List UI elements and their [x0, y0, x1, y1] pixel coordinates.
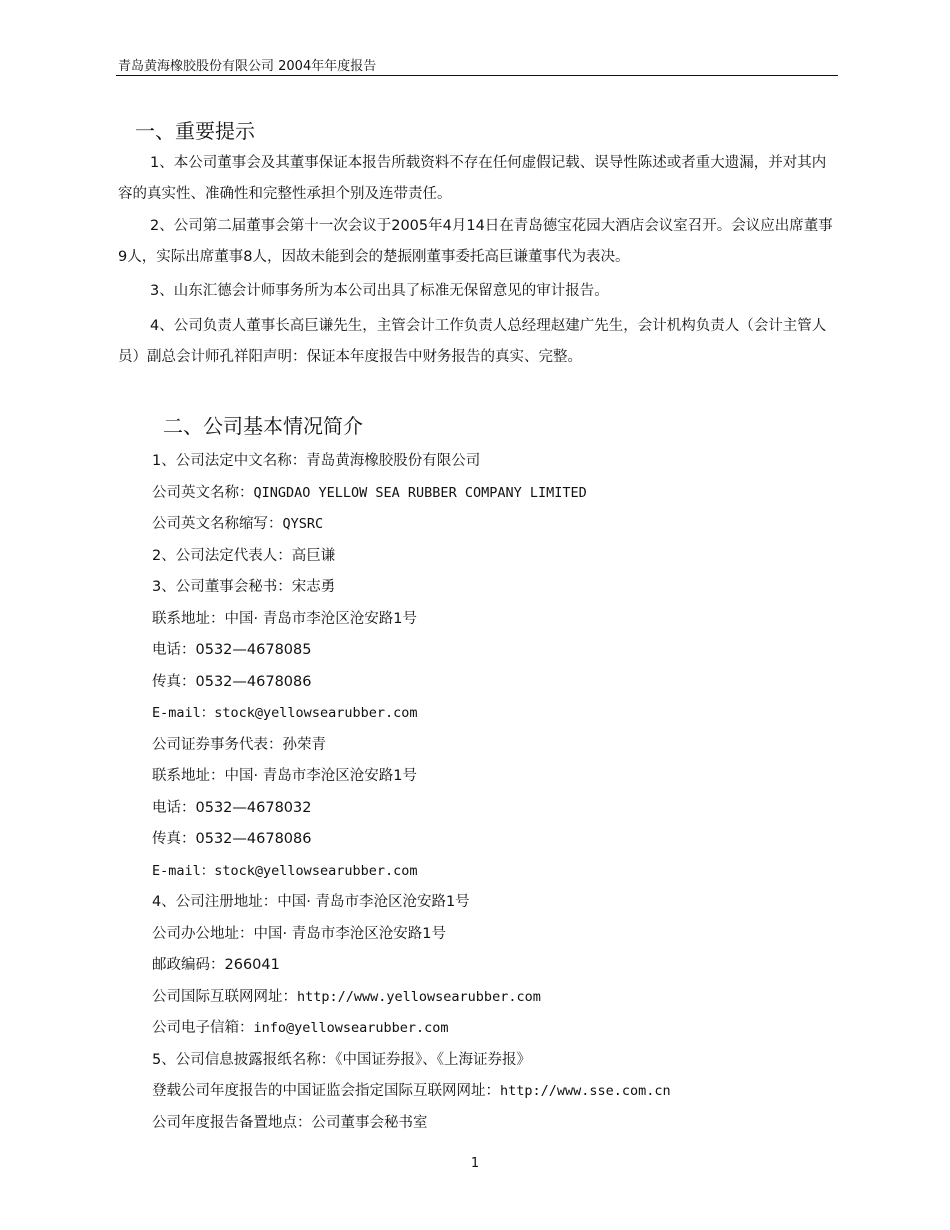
info-item-legal-rep	[152, 541, 671, 573]
notice-paragraph: 3、山东汇德会计师事务所为本公司出具了标准无保留意见的审计报告。	[150, 283, 609, 299]
info-label: 1、公司法定中文名称：	[152, 453, 307, 469]
info-label: 传真：	[152, 673, 196, 690]
info-label: 电话：	[152, 642, 196, 658]
info-item-newspapers	[152, 1045, 671, 1077]
info-item-fax	[152, 824, 671, 856]
info-label: 公司年度报告备置地点：	[152, 1114, 312, 1131]
info-value: 中国· 青岛市李沧区沧安路1号	[224, 768, 417, 784]
info-label: 联系地址：	[152, 610, 225, 627]
info-item-phone	[152, 635, 671, 667]
email-link[interactable]: stock@yellowsearubber.com	[214, 862, 418, 879]
info-item-company-email	[152, 1013, 671, 1045]
info-value: 266041	[224, 957, 280, 973]
info-value: 孙荣青	[282, 736, 326, 753]
info-item-fax	[152, 667, 671, 699]
info-label: 电话：	[152, 799, 196, 816]
info-label: 传真：	[152, 831, 196, 847]
info-value: 中国· 青岛市李沧区沧安路1号	[224, 610, 417, 627]
info-value: 高巨谦	[291, 547, 336, 564]
notice-paragraph: 1、本公司董事会及其董事保证本报告所载资料不存在任何虚假记载、误导性陈述或者重大遗漏，并对其内容的真实性、准确性和完整性承担个别及连带责任。	[118, 155, 827, 202]
info-item-phone	[152, 793, 671, 825]
info-value: 0532—4678032	[195, 799, 312, 816]
info-item-email	[152, 856, 671, 888]
info-item-address	[152, 761, 671, 793]
info-value: 0532—4678086	[195, 831, 312, 847]
notice-paragraph: 4、公司负责人董事长高巨谦先生，主管会计工作负责人总经理赵建广先生，会计机构负责人（会计主管人员）副总会计师孔祥阳声明：保证本年度报告中财务报告的真实、完整。	[118, 318, 827, 365]
info-item-postal-code	[152, 950, 671, 982]
info-value: 《中国证券报》、《上海证券报》	[335, 1051, 531, 1068]
info-item-english-abbr	[152, 509, 671, 541]
info-item-chinese-name	[152, 446, 671, 478]
info-item-office-address	[152, 919, 671, 951]
info-label: 4、公司注册地址：	[152, 894, 278, 910]
info-value: 0532—4678085	[195, 642, 312, 658]
website-link[interactable]: http://www.sse.com.cn	[500, 1083, 671, 1099]
info-value: QINGDAO YELLOW SEA RUBBER COMPANY LIMITED	[253, 484, 587, 501]
section-title-important-notice: 一、重要提示	[135, 119, 255, 143]
page-number: 1	[470, 1156, 480, 1171]
info-item-csrc-website	[152, 1076, 671, 1108]
info-value: QYSRC	[282, 516, 324, 532]
info-value: 中国· 青岛市李沧区沧安路1号	[253, 925, 446, 942]
info-item-address	[152, 604, 671, 636]
info-value: 青岛黄海橡胶股份有限公司	[306, 453, 481, 469]
info-value: 0532—4678086	[195, 673, 312, 690]
info-label: 3、公司董事会秘书：	[152, 579, 292, 595]
email-link[interactable]: info@yellowsearubber.com	[253, 1020, 449, 1036]
info-label: 公司证券事务代表：	[152, 736, 283, 753]
info-label: 公司国际互联网网址：	[152, 988, 297, 1005]
section-title-company-profile: 二、公司基本情况简介	[163, 414, 363, 438]
info-item-report-location	[152, 1108, 671, 1140]
info-label: 公司电子信箱：	[152, 1020, 254, 1036]
header-divider	[116, 75, 838, 76]
info-item-email	[152, 698, 671, 730]
info-value: 宋志勇	[291, 579, 336, 595]
info-value: 中国· 青岛市李沧区沧安路1号	[277, 894, 470, 910]
info-item-board-secretary	[152, 572, 671, 604]
info-label: 2、公司法定代表人：	[152, 547, 292, 564]
info-label: 联系地址：	[152, 768, 225, 784]
website-link[interactable]: http://www.yellowsearubber.com	[297, 988, 541, 1005]
info-item-website	[152, 982, 671, 1014]
info-item-securities-rep	[152, 730, 671, 762]
info-label: 邮政编码：	[152, 957, 225, 973]
notice-paragraph: 2、公司第二届董事会第十一次会议于2005年4月14日在青岛德宝花园大酒店会议室召开。会议应出席董事9人，实际出席董事8人，因故未能到会的楚振刚董事委托高巨谦董事代为表决。	[118, 218, 833, 265]
info-item-english-name	[152, 478, 671, 510]
info-label: 5、公司信息披露报纸名称：	[152, 1051, 336, 1068]
report-header: 青岛黄海橡胶股份有限公司 2004年年度报告	[118, 59, 377, 74]
info-label: E-mail：	[152, 862, 215, 879]
info-item-registered-address	[152, 887, 671, 919]
info-label: 登载公司年度报告的中国证监会指定国际互联网网址：	[152, 1083, 500, 1099]
company-info-list	[152, 446, 671, 1139]
info-label: 公司办公地址：	[152, 925, 254, 942]
info-label: E-mail：	[152, 705, 215, 721]
info-label: 公司英文名称：	[152, 484, 254, 501]
email-link[interactable]: stock@yellowsearubber.com	[214, 705, 418, 721]
info-label: 公司英文名称缩写：	[152, 516, 283, 532]
info-value: 公司董事会秘书室	[311, 1114, 428, 1131]
